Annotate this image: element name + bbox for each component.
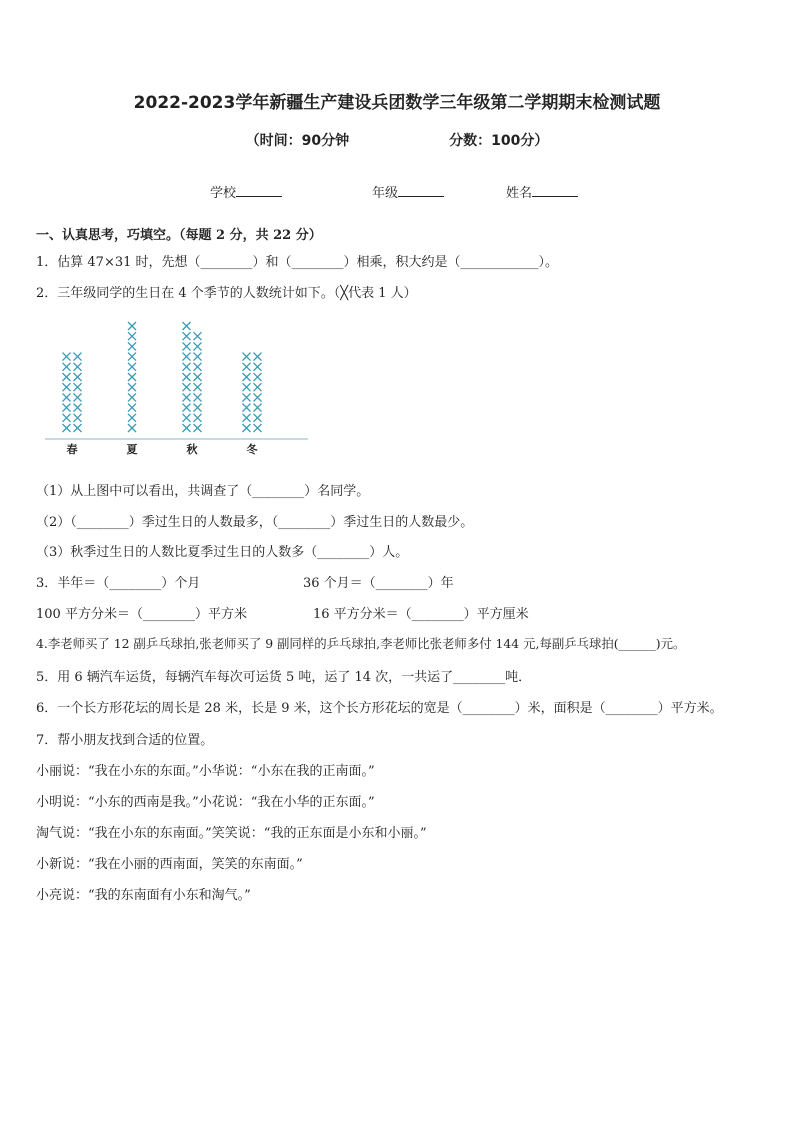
q7-statement: 小丽说：“我在小东的东面。”小华说：“小东在我的正南面。” [36, 764, 375, 779]
category-labels [67, 442, 259, 456]
question-6: 6．一个长方形花坛的周长是 28 米，长是 9 米，这个长方形花坛的宽是（________）米，面积是（________）平方米。 [36, 701, 723, 716]
school-field [210, 182, 282, 201]
tally-mark [74, 414, 82, 422]
tally-mark [254, 404, 262, 412]
tally-mark [194, 332, 202, 340]
tally-mark [183, 414, 191, 422]
question-2-1: （1）从上图中可以看出，共调查了（________）名同学。 [36, 484, 370, 499]
tally-mark [63, 363, 71, 371]
pictograph-marks [63, 322, 262, 432]
question-3a: 3．半年＝（________）个月 [36, 576, 201, 591]
question-4: 4.李老师买了 12 副乒乓球拍,张老师买了 9 副同样的乒乓球拍,李老师比张老师多付 144 元,每副乒乓球拍(______)元。 [36, 636, 686, 651]
tally-mark [243, 383, 251, 391]
tally-mark [194, 404, 202, 412]
tally-mark [183, 404, 191, 412]
question-2: 2．三年级同学的生日在 4 个季节的人数统计如下。（╳代表 1 人） [36, 286, 417, 301]
tally-mark [63, 404, 71, 412]
tally-mark [183, 393, 191, 401]
tally-mark [254, 393, 262, 401]
tally-mark [194, 414, 202, 422]
q7-statement: 小亮说：“我的东南面有小东和淘气。” [36, 888, 251, 903]
tally-mark [128, 404, 136, 412]
tally-mark [128, 322, 136, 330]
category-label: 秋 [186, 443, 198, 456]
tally-mark [194, 383, 202, 391]
school-label: 学校 [210, 186, 237, 201]
tally-mark [254, 383, 262, 391]
tally-mark [243, 424, 251, 432]
tally-mark [194, 373, 202, 381]
tally-mark [128, 393, 136, 401]
q7-statement: 小明说：“小东的西南是我。”小花说：“我在小华的正东面。” [36, 795, 375, 810]
tally-mark [128, 342, 136, 350]
score-label: 分数：100分） [449, 133, 549, 149]
tally-mark [254, 353, 262, 361]
tally-mark [74, 363, 82, 371]
tally-mark [128, 373, 136, 381]
tally-mark [128, 363, 136, 371]
tally-mark [254, 373, 262, 381]
tally-mark [194, 424, 202, 432]
tally-mark [63, 424, 71, 432]
tally-mark [183, 353, 191, 361]
school-blank[interactable] [236, 184, 282, 197]
section-heading: 一、认真思考，巧填空。（每题 2 分，共 22 分） [36, 228, 322, 243]
tally-mark [183, 342, 191, 350]
tally-mark [254, 414, 262, 422]
tally-mark [194, 353, 202, 361]
name-label: 姓名 [506, 186, 533, 201]
tally-mark [63, 393, 71, 401]
tally-mark [254, 363, 262, 371]
tally-mark [243, 393, 251, 401]
page-title: 2022-2023学年新疆生产建设兵团数学三年级第二学期期末检测试题 [133, 93, 661, 113]
question-3c: 100 平方分米＝（________）平方米 [36, 607, 247, 622]
grade-field [372, 182, 444, 201]
tally-mark [194, 342, 202, 350]
question-2-2: （2）（________）季过生日的人数最多，（________）季过生日的人数最少。 [36, 515, 474, 530]
tally-mark [74, 424, 82, 432]
tally-mark [194, 393, 202, 401]
question-3d: 16 平方分米＝（________）平方厘米 [313, 607, 529, 622]
tally-mark [74, 383, 82, 391]
tally-mark [74, 353, 82, 361]
grade-label: 年级 [372, 186, 399, 201]
name-field [506, 182, 578, 201]
tally-mark [243, 404, 251, 412]
tally-mark [128, 414, 136, 422]
birthday-pictograph [40, 310, 320, 460]
category-label: 春 [66, 443, 78, 456]
tally-mark [183, 322, 191, 330]
tally-mark [183, 424, 191, 432]
tally-mark [194, 363, 202, 371]
category-label: 冬 [246, 443, 258, 456]
tally-mark [63, 383, 71, 391]
question-1: 1．估算 47×31 时，先想（________）和（________）相乘，积大约是（____________）。 [36, 255, 559, 270]
tally-mark [128, 332, 136, 340]
question-3b: 36 个月＝（________）年 [303, 576, 454, 591]
tally-mark [243, 353, 251, 361]
tally-mark [254, 424, 262, 432]
tally-mark [74, 373, 82, 381]
time-label: （时间：90分钟 [245, 133, 350, 149]
tally-mark [128, 383, 136, 391]
question-2-3: （3）秋季过生日的人数比夏季过生日的人数多（________）人。 [36, 545, 409, 560]
tally-mark [243, 363, 251, 371]
tally-mark [63, 353, 71, 361]
tally-mark [63, 373, 71, 381]
q7-statement: 淘气说：“我在小东的东南面。”笑笑说：“我的正东面是小东和小丽。” [36, 826, 427, 841]
tally-mark [183, 373, 191, 381]
q7-statement: 小新说：“我在小丽的西南面，笑笑的东南面。” [36, 857, 303, 872]
tally-mark [243, 373, 251, 381]
name-blank[interactable] [532, 184, 578, 197]
category-label: 夏 [126, 443, 138, 456]
tally-mark [183, 363, 191, 371]
tally-mark [74, 393, 82, 401]
tally-mark [128, 353, 136, 361]
question-7: 7．帮小朋友找到合适的位置。 [36, 733, 214, 748]
exam-meta [0, 130, 794, 150]
tally-mark [183, 383, 191, 391]
grade-blank[interactable] [398, 184, 444, 197]
tally-mark [128, 424, 136, 432]
tally-mark [63, 414, 71, 422]
tally-mark [183, 332, 191, 340]
tally-mark [243, 414, 251, 422]
question-5: 5．用 6 辆汽车运货，每辆汽车每次可运货 5 吨，运了 14 次，一共运了________吨． [36, 670, 532, 685]
tally-mark [74, 404, 82, 412]
